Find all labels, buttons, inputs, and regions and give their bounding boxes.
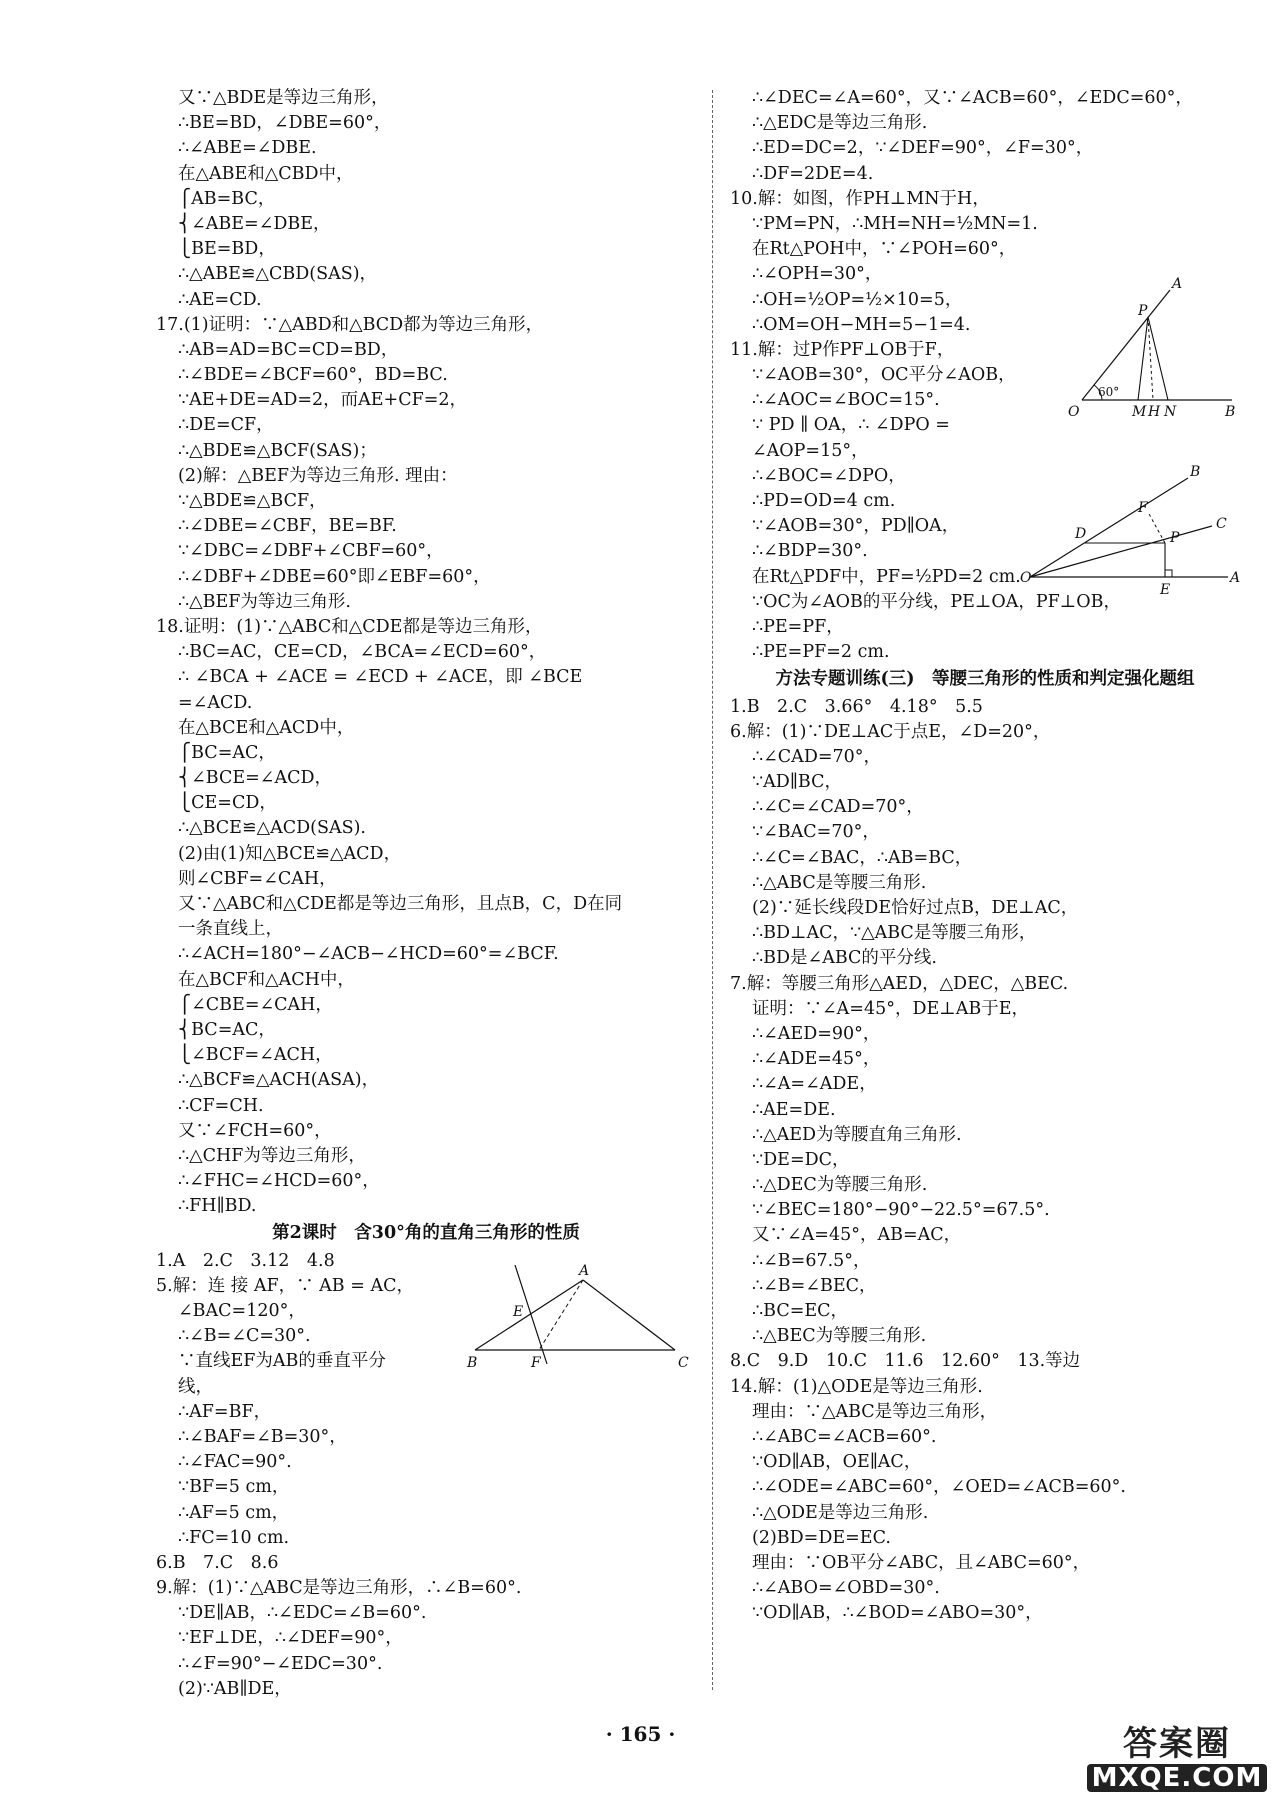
text-line: ∴△DEC为等腰三角形. [752, 1175, 928, 1196]
text-line: 17.(1)证明：∵△ABD和△BCD都为等边三角形， [156, 314, 544, 335]
fig11-label-o: O [1020, 570, 1032, 586]
text-line: ∴BC=AC，CE=CD，∠BCA=∠ECD=60°， [178, 642, 547, 663]
text-line: ∴△CHF为等边三角形， [178, 1145, 366, 1166]
text-line: 理由：∵△ABC是等边三角形， [752, 1401, 998, 1422]
text-line: 则∠CBF=∠CAH， [178, 868, 337, 889]
text-line: ⎧BC=AC， [178, 742, 276, 763]
text-line: ∴OH=½OP=½×10=5， [752, 289, 963, 310]
text-line: ∴∠BDP=30°. [752, 541, 868, 562]
text-line: 又∵△BDE是等边三角形， [178, 88, 389, 108]
text-line: ∴∠F=90°−∠EDC=30°. [178, 1653, 383, 1674]
figure-problem-10 [1060, 270, 1240, 420]
watermark-logo [1087, 1724, 1267, 1792]
text-line: ⎨BC=AC， [178, 1019, 276, 1040]
text-line: ∴△EDC是等边三角形. [752, 113, 928, 134]
text-line: ∴△BDE≌△BCF(SAS)； [178, 440, 377, 461]
fig10-angle-label: 60° [1098, 385, 1120, 399]
text-line: ∵BF=5 cm， [178, 1477, 290, 1498]
text-line: ∵∠AOB=30°，PD∥OA， [752, 516, 960, 537]
watermark-bottom-text: MXQE.COM [1087, 1764, 1267, 1792]
text-line: 又∵△ABC和△CDE都是等边三角形，且点B，C，D在同 [178, 894, 623, 914]
text-line: 1.B 2.C 3.66° 4.18° 5.5 [730, 696, 983, 717]
fig11-label-a: A [1230, 570, 1240, 586]
text-line: ∴BE=BD，∠DBE=60°， [178, 113, 392, 134]
text-line: ∴△ABC是等腰三角形. [752, 872, 927, 893]
text-line: ∴∠ABC=∠ACB=60°. [752, 1426, 937, 1447]
text-line: ∴△AED为等腰直角三角形. [752, 1124, 962, 1145]
text-line: ∴∠BAF=∠B=30°， [178, 1426, 347, 1447]
text-line: =∠ACD. [178, 692, 253, 713]
text-line: ∠AOP=15°， [752, 440, 869, 461]
text-line: 在Rt△PDF中，PF=½PD=2 cm. [752, 566, 1021, 587]
text-line: (2)∵延长线段DE恰好过点B，DE⊥AC， [752, 898, 1079, 918]
text-line: ∴∠OPH=30°， [752, 264, 883, 285]
text-line: 6.B 7.C 8.6 [156, 1552, 279, 1573]
text-line: 11.解：过P作PF⊥OB于F， [730, 339, 955, 360]
page-number: · 165 · [605, 1722, 676, 1746]
watermark-top-text: 答案圈 [1123, 1724, 1231, 1764]
text-line: 在Rt△POH中，∵∠POH=60°， [752, 239, 1017, 260]
text-line: ∴AB=AD=BC=CD=BD， [178, 339, 399, 360]
text-line: ∴ ∠BCA + ∠ACE = ∠ECD + ∠ACE，即 ∠BCE [178, 667, 583, 688]
text-line: ∠BAC=120°， [178, 1301, 306, 1321]
fig10-label-o: O [1068, 404, 1080, 420]
text-line: ∴DE=CF， [178, 415, 274, 436]
text-line: ∴∠FHC=∠HCD=60°， [178, 1171, 380, 1192]
text-line: ∴∠DBE=∠CBF，BE=BF. [178, 516, 397, 537]
text-line: ∴∠ODE=∠ABC=60°，∠OED=∠ACB=60°. [752, 1477, 1126, 1498]
text-line: ∴AF=BF， [178, 1401, 272, 1422]
text-line: 一条直线上， [178, 919, 283, 940]
fig10-label-p: P [1138, 303, 1148, 319]
text-line: ∴∠B=∠BEC， [752, 1275, 877, 1296]
text-line: 9.解：(1)∵△ABC是等边三角形，∴∠B=60°. [156, 1578, 522, 1599]
text-line: ∴DF=2DE=4. [752, 163, 874, 184]
text-line: ∴CF=CH. [178, 1095, 264, 1116]
figure-problem-5 [465, 1260, 695, 1370]
text-line: ∵PM=PN，∴MH=NH=½MN=1. [752, 213, 1038, 234]
text-line: ∴∠ACH=180°−∠ACB−∠HCD=60°=∠BCF. [178, 944, 559, 965]
text-line: ∴AF=5 cm， [178, 1502, 290, 1523]
text-line: ∵OD∥AB，∴∠BOD=∠ABO=30°， [752, 1603, 1043, 1624]
text-line: (2)BD=DE=EC. [752, 1527, 891, 1548]
text-line: ∵OD∥AB，OE∥AC， [752, 1452, 922, 1473]
text-line: 7.解：等腰三角形△AED，△DEC，△BEC. [730, 973, 1069, 994]
text-line: ∴ED=DC=2，∵∠DEF=90°，∠F=30°， [752, 138, 1094, 159]
section-heading: 方法专题训练(三) 等腰三角形的性质和判定强化题组 [775, 669, 1195, 690]
text-line: ⎨∠BCE=∠ACD， [178, 768, 333, 789]
text-line: ∴△ABE≌△CBD(SAS)， [178, 264, 378, 285]
text-line: ∴∠BOC=∠DPO， [752, 465, 906, 486]
text-line: ∴∠B=∠C=30°. [178, 1326, 311, 1347]
text-line: ∵EF⊥DE，∴∠DEF=90°， [178, 1628, 403, 1649]
text-line: ∴△BEF为等边三角形. [178, 591, 351, 612]
text-line: 14.解：(1)△ODE是等边三角形. [730, 1376, 983, 1397]
figure-problem-11 [1020, 460, 1240, 600]
text-line: ⎩BE=BD， [178, 239, 276, 260]
text-line: ⎩CE=CD， [178, 793, 277, 814]
text-line: ∵∠BAC=70°， [752, 822, 880, 843]
text-line: ∴∠DEC=∠A=60°，又∵∠ACB=60°，∠EDC=60°， [752, 88, 1193, 108]
text-line: ∴△ODE是等边三角形. [752, 1502, 929, 1523]
text-line: ∴∠C=∠BAC，∴AB=BC， [752, 847, 973, 868]
text-line: ∵OC为∠AOB的平分线，PE⊥OA，PF⊥OB， [752, 591, 1121, 612]
fig5-label-a: A [579, 1263, 590, 1279]
text-line: ⎩∠BCF=∠ACH， [178, 1045, 333, 1066]
text-line: ∴PE=PF=2 cm. [752, 642, 890, 663]
text-line: ∴△BCE≌△ACD(SAS). [178, 818, 366, 839]
text-line: 10.解：如图，作PH⊥MN于H， [730, 188, 990, 209]
text-line: ∵△BDE≌△BCF， [178, 491, 327, 511]
text-line: ⎧AB=BC， [178, 188, 276, 209]
text-line: ∴PD=OD=4 cm. [752, 491, 896, 511]
text-line: ∴BC=EC， [752, 1301, 849, 1321]
text-line: ∵AE+DE=AD=2，而AE+CF=2， [178, 390, 468, 411]
text-line: ∴∠ABE=∠DBE. [178, 138, 317, 159]
text-line: ∵直线EF为AB的垂直平分 [178, 1351, 386, 1372]
fig5-label-c: C [678, 1355, 689, 1370]
text-line: ∴OM=OH−MH=5−1=4. [752, 314, 971, 335]
text-line: ∵∠AOB=30°，OC平分∠AOB， [752, 365, 1016, 386]
text-line: 在△BCF和△ACH中， [178, 969, 355, 990]
text-line: 在△ABE和△CBD中， [178, 163, 354, 184]
text-line: 1.A 2.C 3.12 4.8 [156, 1250, 335, 1271]
text-line: ∵∠DBC=∠DBF+∠CBF=60°， [178, 541, 444, 562]
text-line: ∵ PD ∥ OA，∴ ∠DPO = [752, 415, 950, 436]
text-line: 5.解：连 接 AF，∵ AB = AC， [156, 1275, 414, 1296]
text-line: ∴∠CAD=70°， [752, 746, 882, 767]
text-line: 线， [178, 1376, 213, 1397]
text-line: ⎨∠ABE=∠DBE， [178, 213, 331, 234]
text-line: ∵∠BEC=180°−90°−22.5°=67.5°. [752, 1200, 1050, 1221]
text-line: 18.证明：(1)∵△ABC和△CDE都是等边三角形， [156, 616, 543, 637]
fig5-label-f: F [531, 1355, 541, 1370]
text-line: ∵AD∥BC， [752, 772, 842, 793]
text-line: ∴∠A=∠ADE， [752, 1074, 877, 1095]
text-line: ∴∠ADE=45°， [752, 1049, 881, 1070]
text-line: (2)∵AB∥DE， [178, 1678, 292, 1699]
fig5-label-e: E [513, 1304, 524, 1320]
text-line: 6.解：(1)∵DE⊥AC于点E，∠D=20°， [730, 721, 1051, 742]
section-heading: 第2课时 含30°角的直角三角形的性质 [272, 1223, 580, 1244]
text-line: 又∵∠FCH=60°， [178, 1120, 332, 1141]
text-line: ∴∠DBF+∠DBE=60°即∠EBF=60°， [178, 566, 491, 587]
text-line: 8.C 9.D 10.C 11.6 12.60° 13.等边 [730, 1351, 1081, 1372]
text-line: 理由：∵OB平分∠ABC，且∠ABC=60°， [752, 1552, 1091, 1573]
fig11-label-f: F [1138, 500, 1148, 516]
text-line: ∴∠BDE=∠BCF=60°，BD=BC. [178, 365, 448, 386]
text-line: ∴∠B=67.5°， [752, 1250, 871, 1271]
text-line: ∴△BCF≌△ACH(ASA)， [178, 1070, 380, 1091]
text-line: 在△BCE和△ACD中， [178, 717, 355, 738]
fig10-label-b: B [1225, 404, 1236, 420]
text-line: ∴FC=10 cm. [178, 1527, 290, 1548]
text-line: ∴△BEC为等腰三角形. [752, 1326, 927, 1347]
text-line: ∴PE=PF， [752, 616, 844, 637]
text-line: ∵DE∥AB，∴∠EDC=∠B=60°. [178, 1603, 427, 1624]
fig10-label-a: A [1172, 276, 1183, 292]
fig11-label-b: B [1190, 464, 1201, 480]
text-line: ∴∠AED=90°， [752, 1023, 881, 1044]
column-divider [712, 90, 713, 1690]
fig11-label-d: D [1075, 526, 1087, 542]
fig11-label-e: E [1160, 582, 1171, 598]
fig5-label-b: B [467, 1355, 478, 1370]
text-line: ∴AE=CD. [178, 289, 262, 310]
left-column [156, 86, 696, 1702]
text-line: ∴BD是∠ABC的平分线. [752, 948, 937, 969]
text-line: ∴FH∥BD. [178, 1196, 257, 1217]
text-line: ∴∠ABO=∠OBD=30°. [752, 1578, 940, 1599]
text-line: (2)解：△BEF为等边三角形. 理由： [178, 465, 458, 486]
fig11-label-c: C [1216, 516, 1227, 532]
fig11-label-p: P [1170, 530, 1180, 546]
fig10-label-n: N [1164, 404, 1177, 420]
text-line: 证明：∵∠A=45°，DE⊥AB于E， [752, 998, 1030, 1019]
text-line: ⎧∠CBE=∠CAH， [178, 994, 333, 1015]
text-line: ∵DE=DC， [752, 1149, 850, 1170]
text-line: ∴∠FAC=90°. [178, 1452, 292, 1473]
text-line: 又∵∠A=45°，AB=AC， [752, 1225, 962, 1246]
text-line: ∴AE=DE. [752, 1099, 836, 1120]
text-line: ∴∠C=∠CAD=70°， [752, 797, 924, 818]
text-line: (2)由(1)知△BCE≌△ACD， [178, 843, 402, 864]
text-line: ∴BD⊥AC，∵△ABC是等腰三角形， [752, 923, 1037, 944]
text-line: ∴∠AOC=∠BOC=15°. [752, 390, 940, 411]
fig10-label-h: H [1148, 404, 1161, 420]
fig10-label-m: M [1132, 404, 1147, 420]
